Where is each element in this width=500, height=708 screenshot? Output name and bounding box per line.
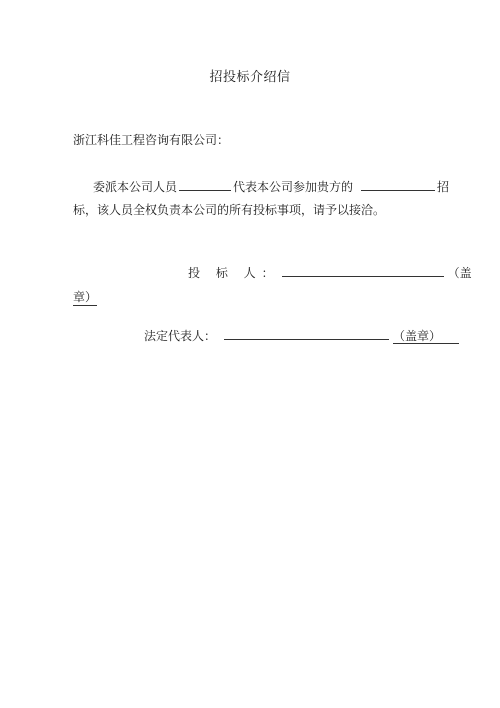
body-text-end: 招 <box>437 180 450 194</box>
bidder-label: 投 标 人： <box>188 266 280 280</box>
bidder-signature-block <box>73 261 472 309</box>
body-line-1 <box>73 176 450 199</box>
legal-rep-stamp: （盖章） <box>393 329 459 344</box>
legal-rep-blank <box>224 327 389 340</box>
body-text-mid: 代表本公司参加贵方的 <box>233 180 354 194</box>
body-line-2: 标，该人员全权负责本公司的所有投标事项，请予以接洽。 <box>73 203 386 217</box>
personnel-name-blank <box>179 178 231 191</box>
bidder-row <box>73 261 472 285</box>
bidder-blank <box>282 264 444 277</box>
recipient-line: 浙江科佳工程咨询有限公司： <box>73 133 230 147</box>
letter-body <box>73 176 450 222</box>
project-name-blank <box>361 178 435 191</box>
page-title: 招投标介绍信 <box>209 70 291 85</box>
bidder-stamp-open: （盖 <box>447 266 472 280</box>
legal-rep-label: 法定代表人： <box>144 329 217 343</box>
body-text-start: 委派本公司人员 <box>93 180 178 194</box>
bidder-stamp-close: 章） <box>73 290 98 304</box>
legal-rep-signature-block <box>144 327 459 344</box>
